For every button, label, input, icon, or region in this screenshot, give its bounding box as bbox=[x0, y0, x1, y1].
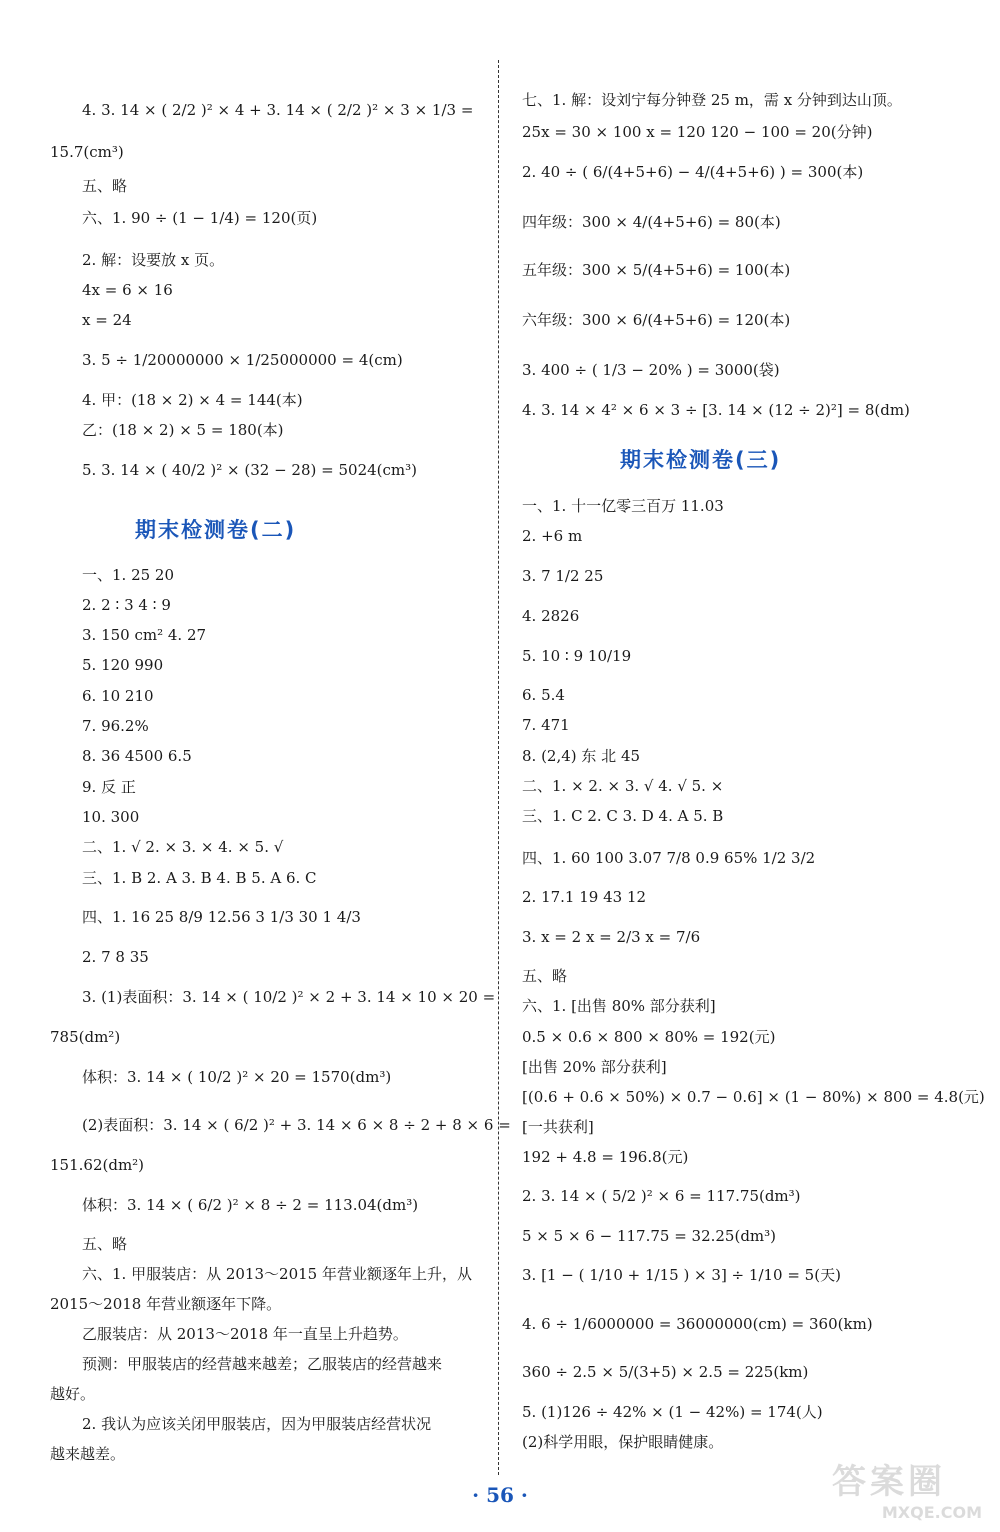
answer-line: 25x = 30 × 100 x = 120 120 − 100 = 20(分钟) bbox=[522, 123, 873, 141]
answer-line: 3. 5 ÷ 1/20000000 × 1/25000000 = 4(cm) bbox=[82, 351, 403, 369]
answer-line: 六、1. 90 ÷ (1 − 1/4) = 120(页) bbox=[82, 209, 318, 227]
answer-line: 2. 我认为应该关闭甲服装店，因为甲服装店经营状况 bbox=[82, 1415, 432, 1433]
answer-line: 7. 96.2% bbox=[82, 717, 149, 735]
answer-line: 4x = 6 × 16 bbox=[82, 281, 173, 299]
answer-line: 四、1. 16 25 8/9 12.56 3 1/3 30 1 4/3 bbox=[82, 908, 361, 926]
answer-line: 151.62(dm²) bbox=[50, 1156, 145, 1174]
answer-line: 2. 解：设要放 x 页。 bbox=[82, 251, 225, 269]
answer-line: 4. 2826 bbox=[522, 607, 580, 625]
answer-line: 二、1. × 2. × 3. √ 4. √ 5. × bbox=[522, 777, 724, 795]
answer-line: 4. 6 ÷ 1/6000000 = 36000000(cm) = 360(km) bbox=[522, 1315, 873, 1333]
answer-line: 9. 反 正 bbox=[82, 778, 136, 796]
answer-line: 15.7(cm³) bbox=[50, 143, 124, 161]
answer-line: (2)科学用眼，保护眼睛健康。 bbox=[522, 1433, 724, 1451]
answer-line: 体积：3. 14 × ( 10/2 )² × 20 = 1570(dm³) bbox=[82, 1068, 392, 1086]
answer-line: 0.5 × 0.6 × 800 × 80% = 192(元) bbox=[522, 1028, 776, 1046]
answer-line: 六、1. 甲服装店：从 2013～2015 年营业额逐年上升，从 bbox=[82, 1265, 472, 1283]
answer-line: 2. +6 m bbox=[522, 527, 583, 545]
section-heading-exam-three: 期末检测卷(三) bbox=[620, 448, 782, 472]
answer-line: 8. (2,4) 东 北 45 bbox=[522, 747, 641, 765]
answer-line: 三、1. B 2. A 3. B 4. B 5. A 6. C bbox=[82, 869, 317, 887]
answer-line: 192 + 4.8 = 196.8(元) bbox=[522, 1148, 689, 1166]
answer-line: 三、1. C 2. C 3. D 4. A 5. B bbox=[522, 807, 724, 825]
answer-line: 3. x = 2 x = 2/3 x = 7/6 bbox=[522, 928, 701, 946]
answer-line: 3. 150 cm² 4. 27 bbox=[82, 626, 207, 644]
answer-line: 六、1. [出售 80% 部分获利] bbox=[522, 997, 716, 1015]
answer-line: 一、1. 25 20 bbox=[82, 566, 175, 584]
page-number: · 56 · bbox=[472, 1483, 528, 1507]
answer-line: 五年级：300 × 5/(4+5+6) = 100(本) bbox=[522, 261, 791, 279]
answer-line: 5. 10 ∶ 9 10/19 bbox=[522, 647, 632, 665]
answer-line: 2. 3. 14 × ( 5/2 )² × 6 = 117.75(dm³) bbox=[522, 1187, 801, 1205]
answer-line: (2)表面积：3. 14 × ( 6/2 )² + 3. 14 × 6 × 8 ÷ 2 + 8 × 6 = bbox=[82, 1116, 511, 1134]
answer-line: 2015～2018 年营业额逐年下降。 bbox=[50, 1295, 282, 1313]
answer-line: 785(dm²) bbox=[50, 1028, 121, 1046]
watermark-logo bbox=[832, 1454, 982, 1524]
answer-line: 五、略 bbox=[82, 177, 128, 195]
answer-line: 3. 7 1/2 25 bbox=[522, 567, 604, 585]
answer-line: 体积：3. 14 × ( 6/2 )² × 8 ÷ 2 = 113.04(dm³) bbox=[82, 1196, 419, 1214]
column-divider bbox=[498, 60, 499, 1475]
answer-line: 七、1. 解：设刘宁每分钟登 25 m，需 x 分钟到达山顶。 bbox=[522, 91, 902, 109]
answer-line: 5. 3. 14 × ( 40/2 )² × (32 − 28) = 5024(cm³) bbox=[82, 461, 417, 479]
answer-line: 四年级：300 × 4/(4+5+6) = 80(本) bbox=[522, 213, 781, 231]
answer-line: 四、1. 60 100 3.07 7/8 0.9 65% 1/2 3/2 bbox=[522, 849, 816, 867]
answer-line: 5. (1)126 ÷ 42% × (1 − 42%) = 174(人) bbox=[522, 1403, 823, 1421]
answer-line: 二、1. √ 2. × 3. × 4. × 5. √ bbox=[82, 838, 284, 856]
answer-line: 六年级：300 × 6/(4+5+6) = 120(本) bbox=[522, 311, 791, 329]
answer-line: 2. 17.1 19 43 12 bbox=[522, 888, 647, 906]
answer-line: 4. 3. 14 × ( 2/2 )² × 4 + 3. 14 × ( 2/2 )² × 3 × 1/3 = bbox=[82, 101, 474, 119]
answer-line: 7. 471 bbox=[522, 716, 570, 734]
answer-line: 2. 40 ÷ ( 6/(4+5+6) − 4/(4+5+6) ) = 300(本) bbox=[522, 163, 864, 181]
answer-line: 4. 3. 14 × 4² × 6 × 3 ÷ [3. 14 × (12 ÷ 2)²] = 8(dm) bbox=[522, 401, 910, 419]
answer-line: [一共获利] bbox=[522, 1118, 594, 1136]
answer-line: 6. 10 210 bbox=[82, 687, 154, 705]
answer-line: 乙服装店：从 2013～2018 年一直呈上升趋势。 bbox=[82, 1325, 408, 1343]
answer-line: 五、略 bbox=[522, 967, 568, 985]
answer-line: 2. 7 8 35 bbox=[82, 948, 149, 966]
answer-line: 预测：甲服装店的经营越来越差；乙服装店的经营越来 bbox=[82, 1355, 443, 1373]
answer-line: 8. 36 4500 6.5 bbox=[82, 747, 192, 765]
answer-line: x = 24 bbox=[82, 311, 132, 329]
answer-line: 6. 5.4 bbox=[522, 686, 565, 704]
section-heading-exam-two: 期末检测卷(二) bbox=[135, 518, 297, 542]
answer-line: 一、1. 十一亿零三百万 11.03 bbox=[522, 497, 724, 515]
answer-line: 3. 400 ÷ ( 1/3 − 20% ) = 3000(袋) bbox=[522, 361, 780, 379]
answer-line: 4. 甲：(18 × 2) × 4 = 144(本) bbox=[82, 391, 303, 409]
answer-line: 乙：(18 × 2) × 5 = 180(本) bbox=[82, 421, 284, 439]
answer-line: 3. (1)表面积：3. 14 × ( 10/2 )² × 2 + 3. 14 × 10 × 20 = bbox=[82, 988, 496, 1006]
answer-line: 3. [1 − ( 1/10 + 1/15 ) × 3] ÷ 1/10 = 5(天) bbox=[522, 1266, 841, 1284]
answer-line: 2. 2 ∶ 3 4 ∶ 9 bbox=[82, 596, 171, 614]
watermark-main-text: 答案圈 bbox=[832, 1462, 946, 1502]
answer-line: [出售 20% 部分获利] bbox=[522, 1058, 667, 1076]
answer-line: 10. 300 bbox=[82, 808, 140, 826]
answer-line: 五、略 bbox=[82, 1235, 128, 1253]
answer-line: 5 × 5 × 6 − 117.75 = 32.25(dm³) bbox=[522, 1227, 777, 1245]
answer-line: 360 ÷ 2.5 × 5/(3+5) × 2.5 = 225(km) bbox=[522, 1363, 809, 1381]
answer-line: 5. 120 990 bbox=[82, 656, 164, 674]
answer-line: [(0.6 + 0.6 × 50%) × 0.7 − 0.6] × (1 − 80%) × 800 = 4.8(元) bbox=[522, 1088, 985, 1106]
watermark-sub-text: MXQE.COM bbox=[881, 1503, 982, 1522]
answer-line: 越来越差。 bbox=[50, 1445, 126, 1463]
answer-line: 越好。 bbox=[50, 1385, 96, 1403]
